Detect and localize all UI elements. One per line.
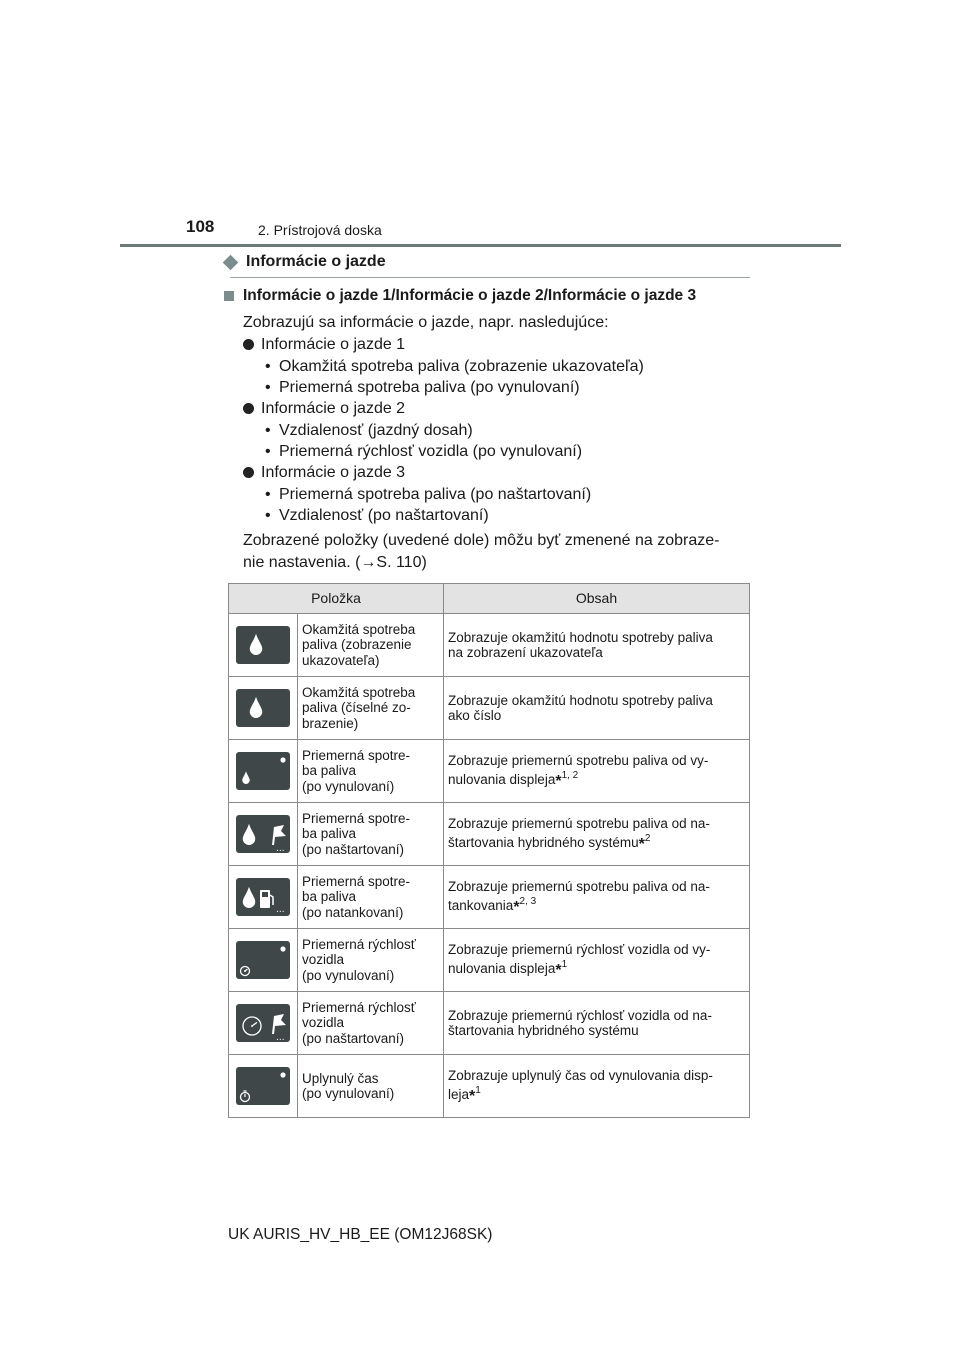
description-text: leja [448, 1087, 470, 1102]
dot-bullet-icon [243, 339, 254, 350]
table-row [229, 677, 750, 740]
item-name-line: (po vynulovaní) [302, 967, 395, 983]
stopwatch-reset-icon [236, 1067, 290, 1105]
item-name-line: Priemerná spotre- [302, 873, 411, 889]
item-name-line: (po natankovaní) [302, 904, 404, 920]
running-head: 2. Prístrojová doska [258, 222, 382, 238]
fuel-drop-reset-icon [236, 752, 290, 790]
item-description-cell [444, 866, 750, 929]
footer-code: UK AURIS_HV_HB_EE (OM12J68SK) [228, 1226, 493, 1243]
dot-bullet-icon [243, 467, 254, 478]
section-heading-text: Informácie o jazde [246, 253, 386, 270]
item-name-cell [298, 740, 444, 803]
footnote-asterisk-icon: * [469, 1088, 476, 1105]
item-name-cell [298, 1055, 444, 1118]
item-description-line [448, 1068, 743, 1084]
description-text: Zobrazuje uplynulý čas od vynulovania disp- [448, 1067, 713, 1083]
table-row [229, 803, 750, 866]
item-description-cell [444, 614, 750, 677]
item-name-line: Okamžitá spotreba [302, 684, 416, 700]
item-name-line: paliva (číselné zo- [302, 700, 411, 716]
icon-cell [229, 1055, 298, 1118]
item-name-line: Priemerná rýchlosť [302, 936, 416, 952]
note-line: Zobrazené položky (uvedené dole) môžu byť zmenené na zobraze- [243, 532, 720, 549]
page-number: 108 [186, 217, 215, 236]
table-header-row [229, 584, 750, 614]
fuel-drop-icon [236, 689, 290, 727]
sub-heading-text: Informácie o jazde 1/Informácie o jazde 2/Informácie o jazde 3 [243, 287, 697, 304]
description-text: nulovania displeja [448, 961, 556, 976]
item-name-cell [298, 614, 444, 677]
item-name-cell [298, 677, 444, 740]
item-description-line [448, 1083, 743, 1105]
speedometer-flag-icon [236, 1004, 290, 1042]
item-name-line: (po vynulovaní) [302, 778, 395, 794]
items-table [228, 583, 750, 1118]
speedometer-reset-icon [236, 941, 290, 979]
intro-text: Zobrazujú sa informácie o jazde, napr. nasledujúce: [243, 314, 609, 331]
sub-heading [224, 287, 696, 305]
note-line: nie nastavenia. (→S. 110) [243, 554, 427, 571]
item-description-line [448, 753, 743, 769]
table-row [229, 1055, 750, 1118]
item-description-line [448, 831, 743, 853]
footnote-reference: 1 [561, 959, 568, 970]
item-description-cell [444, 992, 750, 1055]
square-bullet-icon [224, 291, 234, 301]
item-name-line: Okamžitá spotreba [302, 621, 416, 637]
list-item: • Okamžitá spotreba paliva (zobrazenie ukazovateľa) [243, 356, 644, 378]
svg-text:...: ... [276, 1033, 285, 1042]
description-text: Zobrazuje priemernú rýchlosť vozidla od na- [448, 1007, 712, 1023]
svg-text:...: ... [276, 844, 285, 853]
diamond-bullet-icon [223, 254, 239, 270]
section-heading [222, 253, 386, 271]
icon-cell [229, 803, 298, 866]
list-item: • Vzdialenosť (jazdný dosah) [243, 420, 582, 442]
footnote-reference: 2 [644, 833, 651, 844]
footnote-asterisk-icon: * [555, 962, 562, 979]
item-name-line: ba paliva [302, 889, 357, 905]
dot-bullet-icon [243, 403, 254, 414]
item-name-line: paliva (zobrazenie [302, 637, 412, 653]
description-text: štartovania hybridného systému [448, 835, 639, 850]
footnote-asterisk-icon: * [638, 836, 645, 853]
item-name-line: vozidla [302, 1015, 345, 1031]
column-header-content: Obsah [444, 584, 750, 614]
item-description-line [448, 942, 743, 958]
item-name-line: (po vynulovaní) [302, 1086, 395, 1101]
fuel-drop-icon [236, 626, 290, 664]
info-group-2 [243, 398, 582, 463]
item-description-line [448, 1023, 743, 1039]
description-text: nulovania displeja [448, 772, 556, 787]
item-description-line [448, 879, 743, 895]
item-description-cell [444, 1055, 750, 1118]
column-header-item: Položka [229, 584, 444, 614]
footnote-asterisk-icon: * [513, 899, 520, 916]
item-name-cell [298, 803, 444, 866]
list-item: • Vzdialenosť (po naštartovaní) [243, 505, 591, 527]
item-name-line: (po naštartovaní) [302, 1030, 405, 1046]
item-name-line: (po naštartovaní) [302, 841, 405, 857]
item-name-line: brazenie) [302, 715, 359, 731]
header-divider [120, 244, 841, 247]
icon-cell [229, 740, 298, 803]
description-text: Zobrazuje okamžitú hodnotu spotreby paliva [448, 629, 713, 645]
footnote-reference: 2, 3 [519, 896, 537, 907]
item-description-cell [444, 740, 750, 803]
icon-cell [229, 614, 298, 677]
icon-cell [229, 992, 298, 1055]
item-description-line [448, 957, 743, 979]
item-description-line [448, 645, 743, 661]
note-text [243, 530, 753, 574]
table-row [229, 866, 750, 929]
item-description-cell [444, 929, 750, 992]
info-group-3 [243, 462, 591, 527]
description-text: na zobrazení ukazovateľa [448, 645, 603, 660]
item-name-cell [298, 992, 444, 1055]
icon-cell [229, 929, 298, 992]
table-row [229, 929, 750, 992]
fuel-drop-pump-icon [236, 878, 290, 916]
description-text: štartovania hybridného systému [448, 1023, 639, 1038]
item-name-cell [298, 866, 444, 929]
description-text: Zobrazuje priemernú spotrebu paliva od vy- [448, 752, 709, 768]
fuel-drop-flag-icon [236, 815, 290, 853]
item-description-line [448, 816, 743, 832]
item-description-line [448, 1008, 743, 1024]
item-description-cell [444, 803, 750, 866]
item-description-line [448, 894, 743, 916]
item-description-cell [444, 677, 750, 740]
list-item: • Priemerná rýchlosť vozidla (po vynulovaní) [243, 441, 582, 463]
item-name-line: Priemerná spotre- [302, 747, 411, 763]
item-name-line: ukazovateľa) [302, 652, 380, 668]
item-description-line [448, 768, 743, 790]
info-group-1 [243, 334, 644, 399]
item-name-line: vozidla [302, 952, 345, 968]
description-text: Zobrazuje priemernú spotrebu paliva od na- [448, 878, 710, 894]
section-divider [230, 277, 750, 278]
item-description-line [448, 630, 743, 646]
table-row [229, 992, 750, 1055]
list-item: • Priemerná spotreba paliva (po vynulovaní) [243, 377, 644, 399]
footnote-reference: 1, 2 [561, 770, 579, 781]
description-text: Zobrazuje okamžitú hodnotu spotreby paliva [448, 692, 713, 708]
group-title: Informácie o jazde 2 [261, 400, 406, 417]
table-row [229, 614, 750, 677]
item-description-line [448, 708, 743, 724]
item-name-line: ba paliva [302, 763, 357, 779]
item-name-line: Priemerná spotre- [302, 810, 411, 826]
icon-cell [229, 866, 298, 929]
item-name-line: Uplynulý čas [302, 1070, 379, 1086]
list-item: • Priemerná spotreba paliva (po naštartovaní) [243, 484, 591, 506]
table-row [229, 740, 750, 803]
footnote-asterisk-icon: * [555, 773, 562, 790]
description-text: Zobrazuje priemernú spotrebu paliva od na- [448, 815, 710, 831]
item-name-cell [298, 929, 444, 992]
group-title: Informácie o jazde 1 [261, 336, 406, 353]
footnote-reference: 1 [475, 1085, 481, 1096]
group-title: Informácie o jazde 3 [261, 464, 406, 481]
icon-cell [229, 677, 298, 740]
description-text: Zobrazuje priemernú rýchlosť vozidla od vy- [448, 941, 711, 957]
item-name-line: Priemerná rýchlosť [302, 999, 416, 1015]
description-text: ako číslo [448, 708, 502, 723]
description-text: tankovania [448, 898, 514, 913]
item-name-line: ba paliva [302, 826, 357, 842]
item-description-line [448, 693, 743, 709]
svg-text:...: ... [276, 905, 285, 915]
